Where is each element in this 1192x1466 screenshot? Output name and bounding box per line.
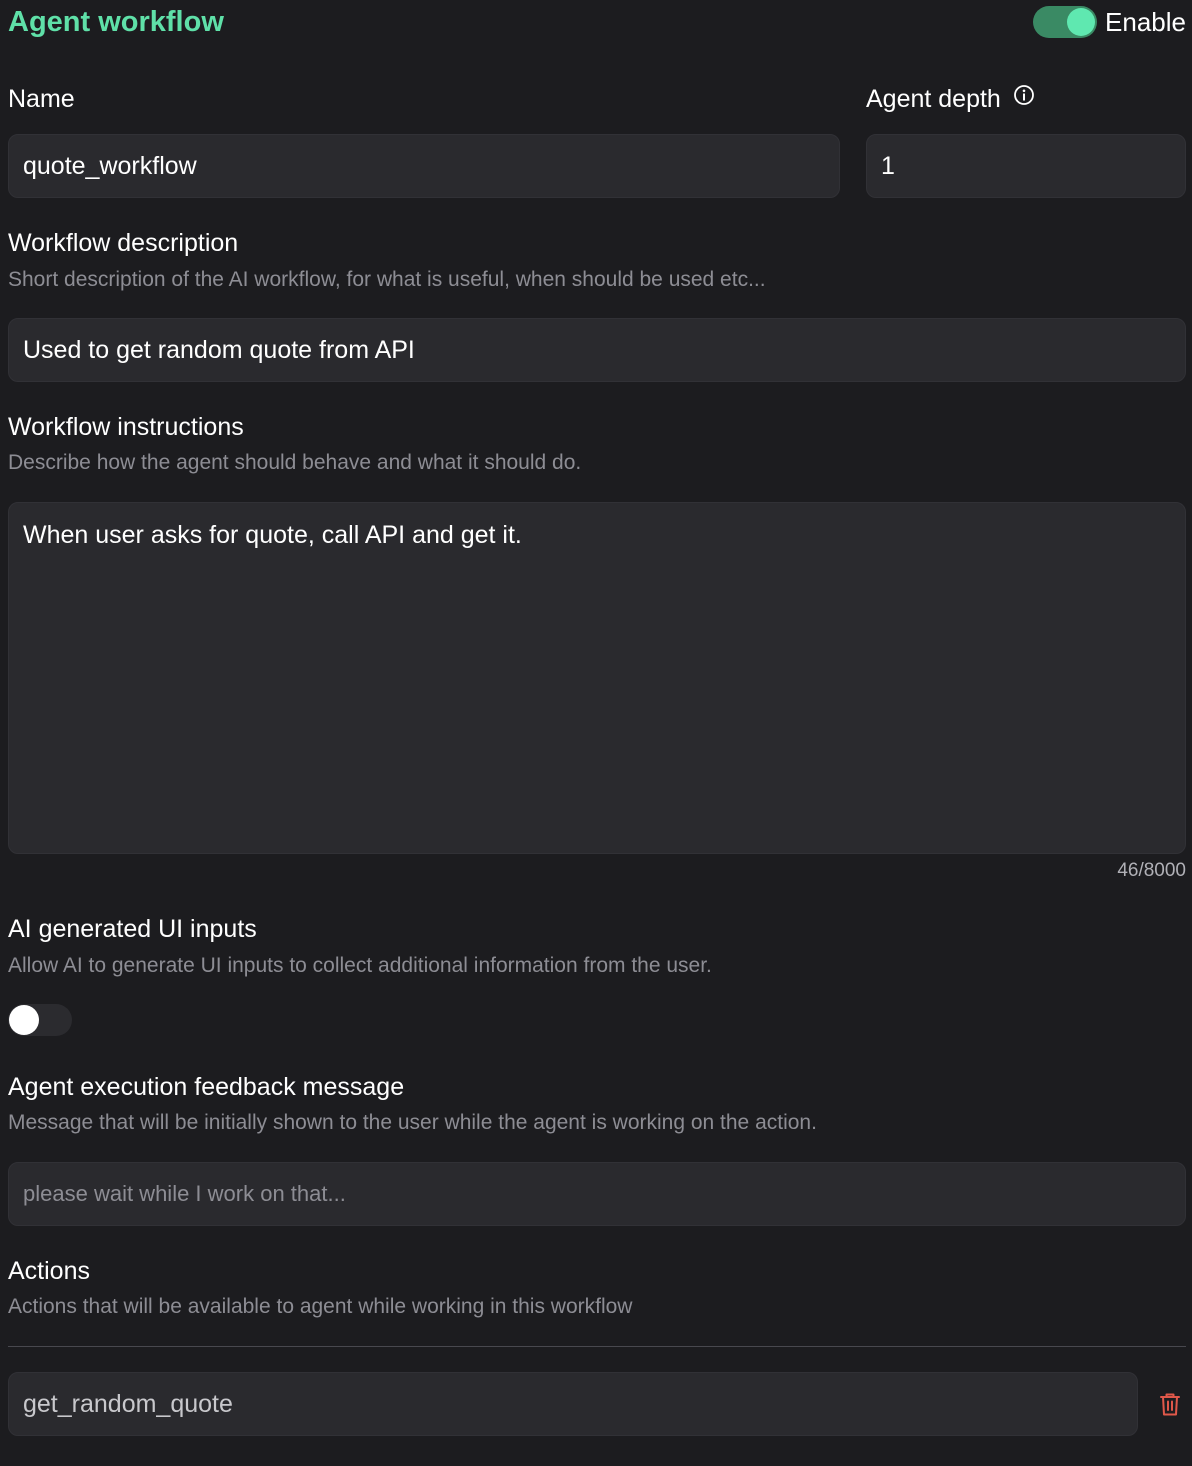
description-label: Workflow description (8, 229, 239, 257)
agent-depth-label: Agent depth (866, 85, 1001, 113)
ui-inputs-toggle[interactable] (8, 1004, 72, 1036)
feedback-label: Agent execution feedback message (8, 1073, 405, 1101)
actions-label: Actions (8, 1257, 90, 1285)
name-label: Name (8, 85, 75, 113)
action-item-input[interactable] (8, 1372, 1138, 1436)
enable-toggle-group (1033, 4, 1186, 40)
agent-depth-label-group (866, 83, 1035, 115)
ui-inputs-label: AI generated UI inputs (8, 915, 257, 943)
actions-divider (8, 1346, 1186, 1347)
feedback-input[interactable] (8, 1162, 1186, 1226)
page-title: Agent workflow (8, 6, 224, 38)
enable-toggle-knob (1067, 8, 1095, 36)
ui-inputs-toggle-knob (9, 1005, 39, 1035)
feedback-help: Message that will be initially shown to the user while the agent is working on the action. (8, 1111, 817, 1134)
agent-depth-input[interactable] (866, 134, 1186, 198)
trash-icon[interactable] (1156, 1390, 1184, 1418)
actions-help: Actions that will be available to agent while working in this workflow (8, 1295, 633, 1318)
description-help: Short description of the AI workflow, for what is useful, when should be used etc... (8, 268, 766, 291)
instructions-label: Workflow instructions (8, 413, 244, 441)
instructions-char-counter: 46/8000 (1117, 860, 1186, 881)
info-icon[interactable] (1013, 82, 1035, 114)
enable-toggle[interactable] (1033, 6, 1097, 38)
ui-inputs-help: Allow AI to generate UI inputs to collect additional information from the user. (8, 954, 712, 977)
instructions-textarea[interactable] (8, 502, 1186, 854)
enable-label: Enable (1105, 6, 1186, 37)
instructions-help: Describe how the agent should behave and what it should do. (8, 451, 582, 474)
description-input[interactable] (8, 318, 1186, 382)
name-input[interactable] (8, 134, 840, 198)
